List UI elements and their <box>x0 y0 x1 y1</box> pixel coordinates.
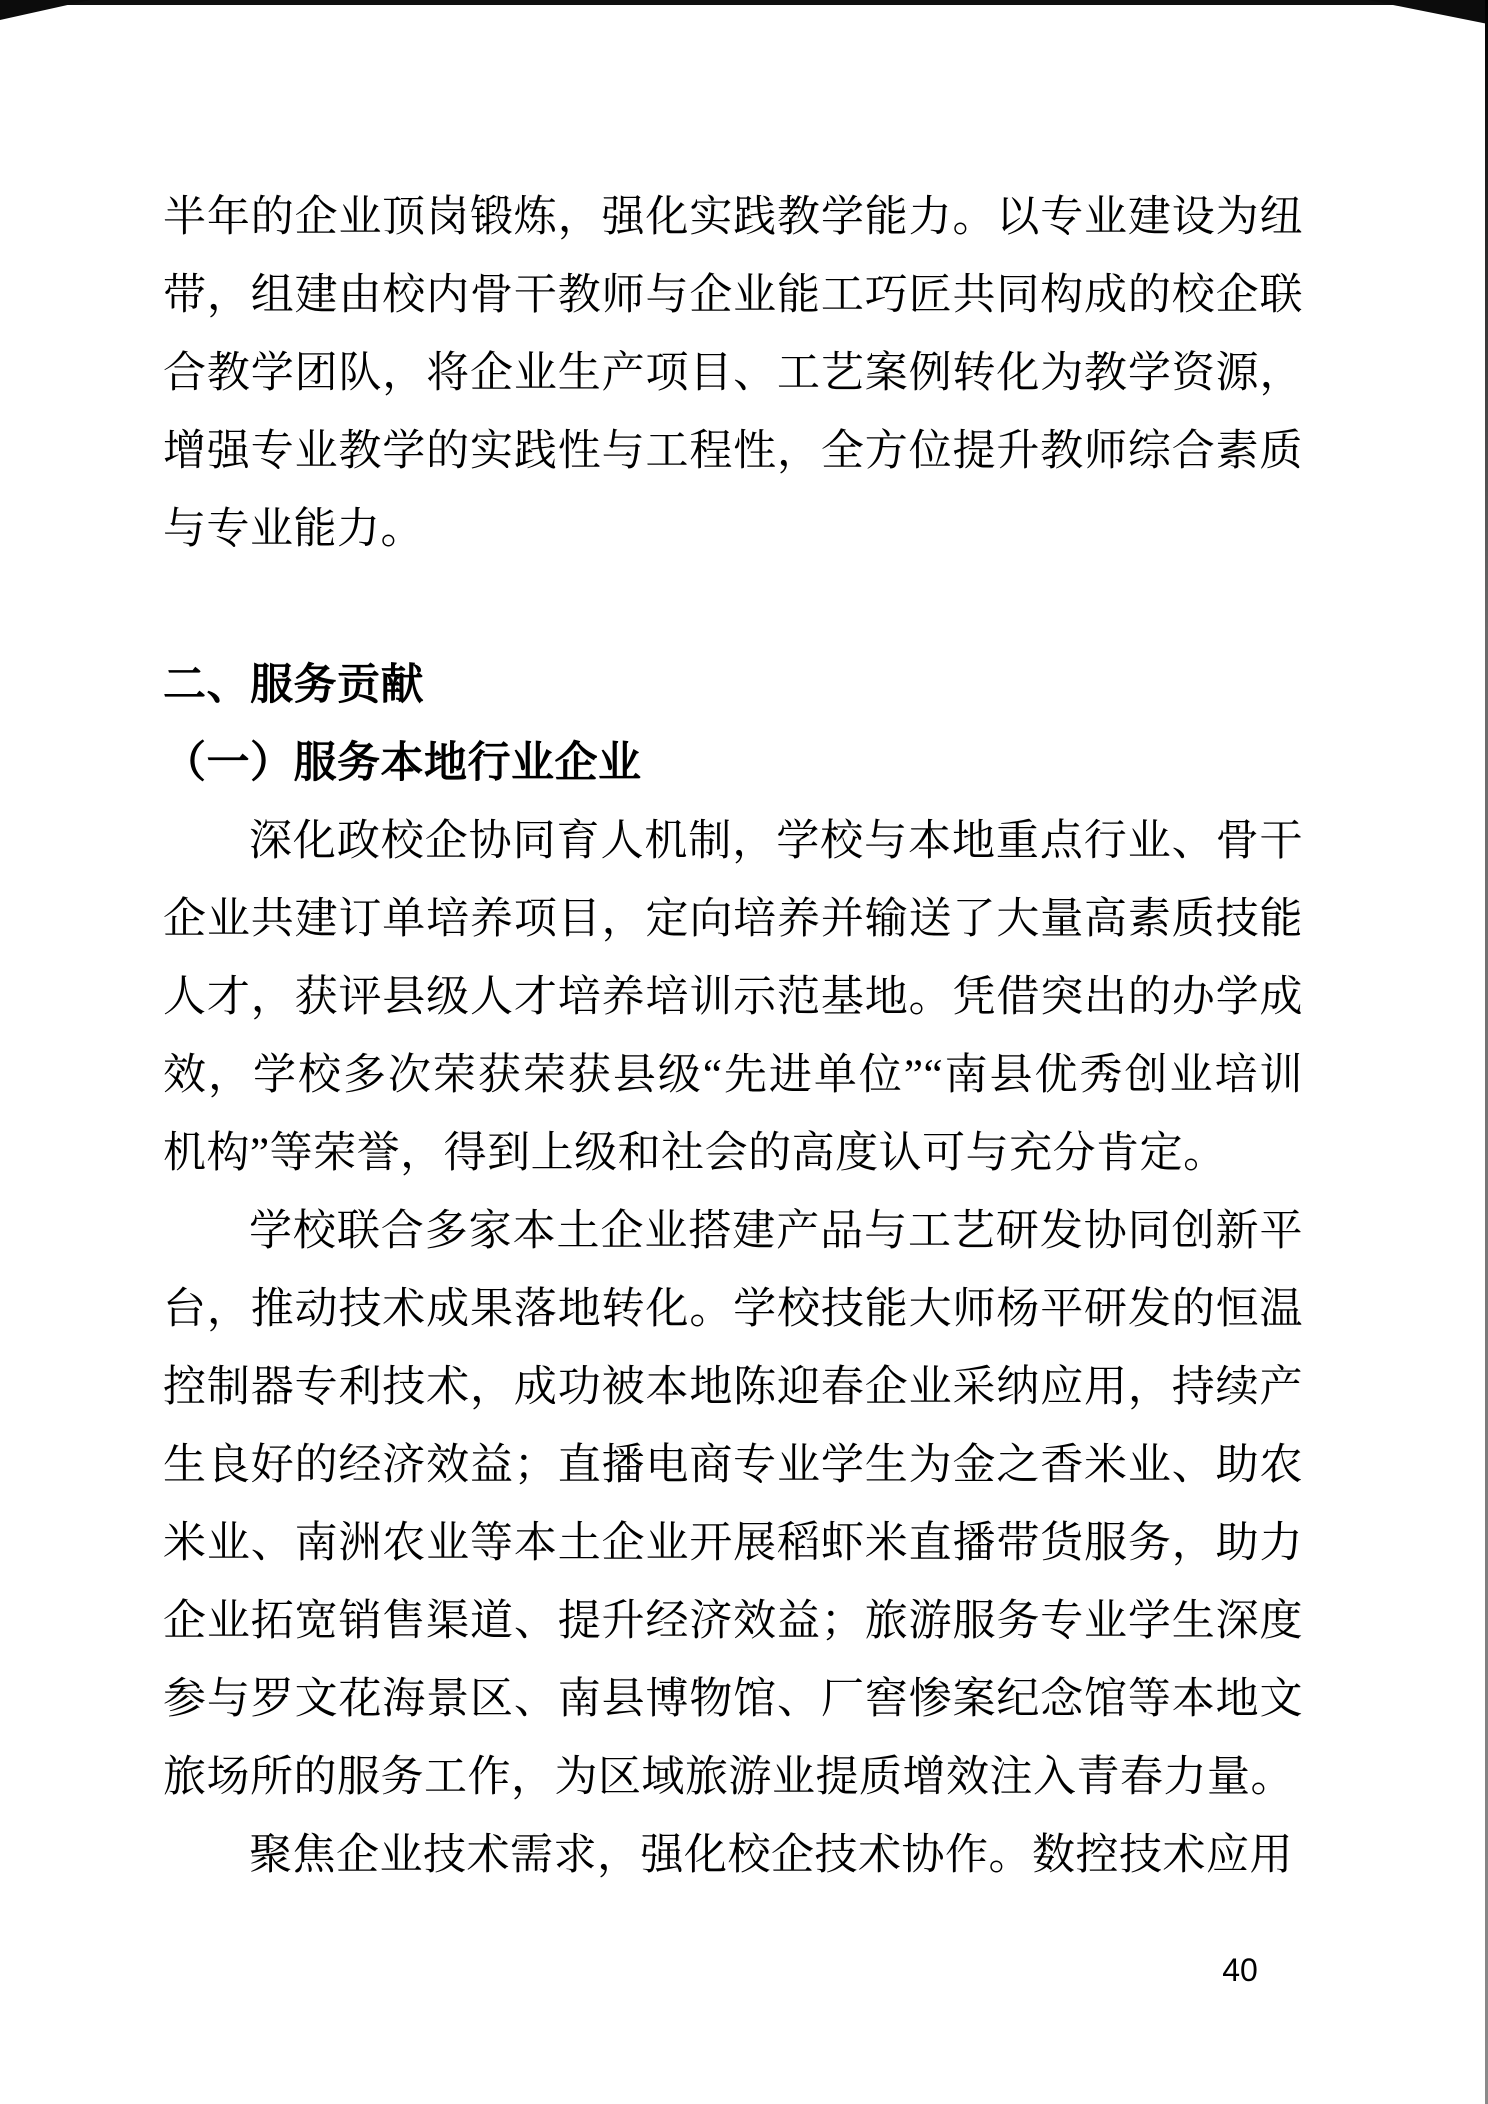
document-content <box>163 179 1303 1895</box>
section-heading: 二、服务贡献 <box>163 662 424 709</box>
scan-artifact-top-edge <box>0 0 1488 5</box>
body-paragraph-1: 深化政校企协同育人机制，学校与本地重点行业、骨干企业共建订单培养项目，定向培养并输送了大量高素质技能人才，获评县级人才培养培训示范基地。凭借突出的办学成效，学校多次荣获荣获县级“先进单位”“南县优秀创业培训机构”等荣誉，得到上级和社会的高度认可与充分肯定。 <box>163 818 1303 1177</box>
scan-artifact-top-left-corner <box>0 0 90 20</box>
scan-artifact-top-right-corner <box>1368 0 1488 24</box>
subsection-heading: （一）服务本地行业企业 <box>163 740 642 787</box>
body-paragraph-3: 聚焦企业技术需求，强化校企技术协作。数控技术应用 <box>249 1832 1293 1879</box>
intro-paragraph: 半年的企业顶岗锻炼，强化实践教学能力。以专业建设为纽带，组建由校内骨干教师与企业能工巧匠共同构成的校企联合教学团队，将企业生产项目、工艺案例转化为教学资源，增强专业教学的实践性与工程性，全方位提升教师综合素质与专业能力。 <box>163 194 1303 553</box>
body-paragraph-2: 学校联合多家本土企业搭建产品与工艺研发协同创新平台，推动技术成果落地转化。学校技能大师杨平研发的恒温控制器专利技术，成功被本地陈迎春企业采纳应用，持续产生良好的经济效益；直播电商专业学生为金之香米业、助农米业、南洲农业等本土企业开展稻虾米直播带货服务，助力企业拓宽销售渠道、提升经济效益；旅游服务专业学生深度参与罗文花海景区、南县博物馆、厂窖惨案纪念馆等本地文旅场所的服务工作，为区域旅游业提质增效注入青春力量。 <box>163 1208 1303 1801</box>
page-number: 40 <box>1222 1952 1258 1988</box>
